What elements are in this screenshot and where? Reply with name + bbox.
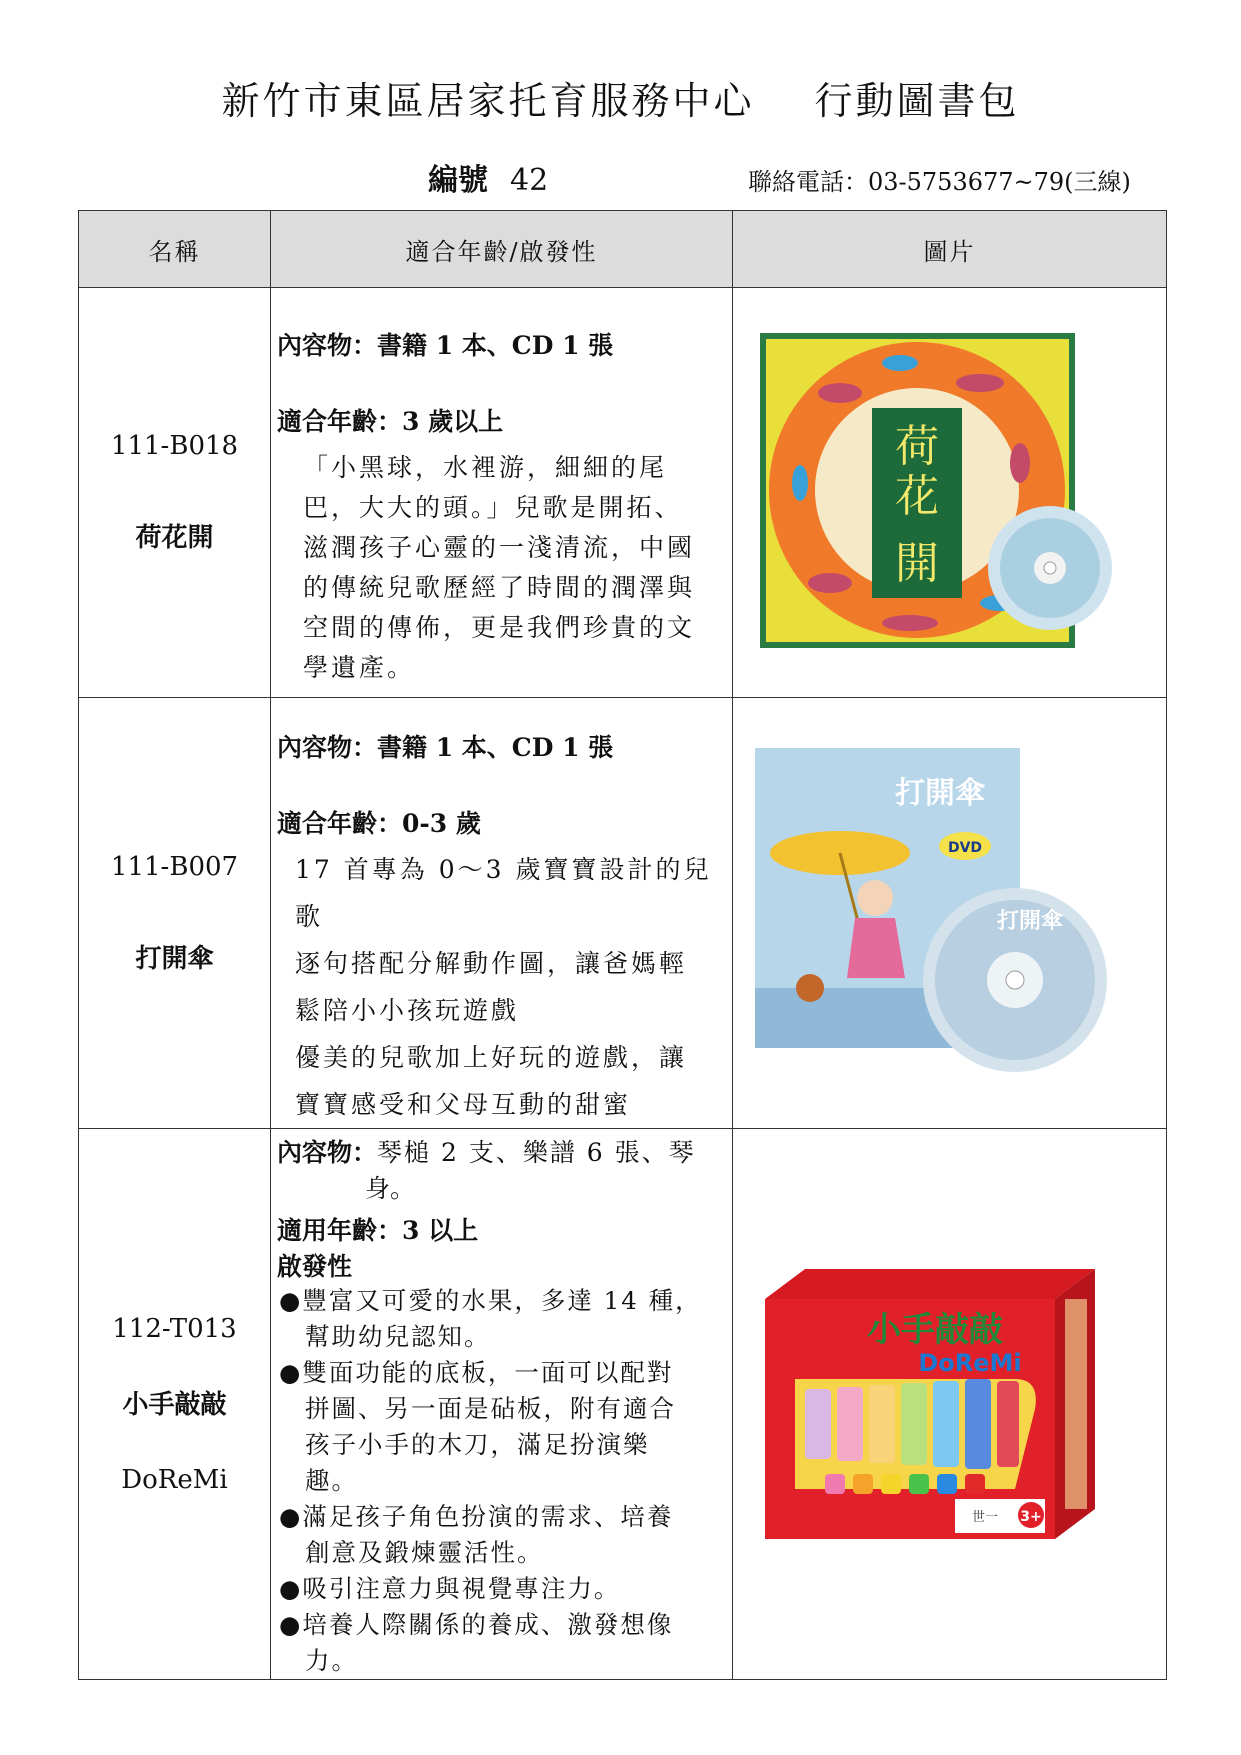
cover-title: 打開傘 — [894, 776, 985, 811]
list-item — [277, 1571, 728, 1607]
picture-cell — [733, 288, 1167, 698]
description-line: 鬆陪小小孩玩遊戲 — [295, 996, 520, 1025]
book-cover-image — [755, 748, 1145, 1078]
item-name: 打開傘 — [135, 943, 214, 974]
program-name: 行動圖書包 — [814, 79, 1020, 123]
cover-title-char: 開 — [894, 537, 939, 589]
item-code: 111-B018 — [110, 431, 239, 461]
list-item — [277, 1283, 728, 1355]
item-name: 荷花開 — [135, 523, 214, 553]
bullet-line: 幫助幼兒認知。 — [305, 1322, 491, 1351]
dvd-badge: DVD — [947, 840, 982, 856]
disc-title: 打開傘 — [996, 909, 1063, 934]
description-text — [303, 448, 728, 688]
header-name: 名稱 — [79, 211, 271, 288]
picture-cell — [733, 1129, 1167, 1680]
header-age: 適合年齡/啟發性 — [271, 211, 733, 288]
book-table — [78, 210, 1167, 1680]
item-name: 小手敲敲 — [122, 1389, 227, 1420]
bullet-line: 創意及鍛煉靈活性。 — [305, 1538, 544, 1567]
bullet-line: ●豐富又可愛的水果，多達 14 種， — [279, 1286, 702, 1315]
publisher-logo: 世一 — [971, 1510, 998, 1525]
description-cell — [271, 698, 733, 1129]
contents-value-cont: 身。 — [365, 1174, 416, 1203]
table-header-row — [79, 211, 1167, 288]
description-text — [295, 846, 728, 1128]
toy-subtitle: DoReMi — [917, 1349, 1022, 1377]
list-item — [277, 1355, 728, 1499]
description-line: 學遺產。 — [303, 653, 416, 682]
list-item — [277, 1499, 728, 1571]
description-line: 空間的傳佈，更是我們珍貴的文 — [303, 613, 696, 642]
contents-line: 內容物：書籍 1 本、CD 1 張 — [277, 331, 614, 360]
contents-label: 內容物： — [277, 1138, 378, 1167]
name-cell — [79, 698, 271, 1129]
contact-phone: 聯絡電話：03-5753677~79(三線) — [748, 168, 1131, 196]
age-line: 適合年齡：3 歲以上 — [277, 407, 504, 436]
description-cell — [271, 1129, 733, 1680]
bullet-line: ●培養人際關係的養成、激發想像 — [279, 1610, 674, 1639]
description-line: 的傳統兒歌歷經了時間的潤澤與 — [303, 573, 696, 602]
bullet-line: 力。 — [305, 1646, 358, 1675]
bullet-line: 趣。 — [305, 1466, 358, 1495]
table-row — [79, 698, 1167, 1129]
contents-value: 琴槌 2 支、樂譜 6 張、琴 — [377, 1138, 696, 1167]
bullet-line: ●雙面功能的底板，一面可以配對 — [279, 1358, 674, 1387]
header-picture: 圖片 — [733, 211, 1167, 288]
cover-title-char: 荷 — [894, 420, 939, 472]
item-code: 111-B007 — [110, 851, 239, 882]
contents-line — [277, 1133, 728, 1169]
age-badge: 3+ — [1019, 1509, 1042, 1525]
toy-title: 小手敲敲 — [866, 1310, 1003, 1350]
description-line: 逐句搭配分解動作圖，讓爸媽輕 — [295, 949, 688, 978]
description-line: 優美的兒歌加上好玩的遊戲，讓 — [295, 1043, 688, 1072]
description-line: 「小黑球，水裡游，細細的尾 — [303, 453, 668, 482]
bullet-line: 拼圖、另一面是砧板，附有適合 — [305, 1394, 676, 1423]
description-line: 巴，大大的頭。」兒歌是開拓、 — [303, 493, 683, 522]
bullet-line: ●吸引注意力與視覺專注力。 — [279, 1574, 621, 1603]
serial-number: 42 — [510, 163, 549, 198]
cover-title-char: 花 — [894, 470, 939, 522]
bullet-list — [277, 1283, 728, 1679]
book-cover-image — [760, 333, 1140, 653]
serial-label: 編號 — [428, 163, 488, 198]
inspiration-label: 啟發性 — [277, 1252, 353, 1281]
toy-box-image — [765, 1259, 1135, 1549]
description-line: 寶寶感受和父母互動的甜蜜 — [295, 1090, 632, 1119]
page-title — [0, 70, 1241, 125]
table-row — [79, 1129, 1167, 1680]
name-cell — [79, 1129, 271, 1680]
serial-line — [428, 155, 548, 199]
table-row — [79, 288, 1167, 698]
name-cell — [79, 288, 271, 698]
picture-cell — [733, 698, 1167, 1129]
list-item — [277, 1607, 728, 1679]
description-cell — [271, 288, 733, 698]
bullet-line: ●滿足孩子角色扮演的需求、培養 — [279, 1502, 674, 1531]
item-name-line2: DoReMi — [121, 1464, 228, 1495]
age-line: 適用年齡：3 以上 — [277, 1216, 479, 1245]
item-code: 112-T013 — [112, 1313, 237, 1344]
description-line: 滋潤孩子心靈的一淺清流，中國 — [303, 533, 696, 562]
bullet-line: 孩子小手的木刀，滿足扮演樂 — [305, 1430, 650, 1459]
description-line: 17 首專為 0～3 歲寶寶設計的兒歌 — [295, 855, 712, 931]
age-line: 適合年齡：0-3 歲 — [277, 809, 481, 838]
contents-line: 內容物：書籍 1 本、CD 1 張 — [277, 733, 614, 762]
center-name: 新竹市東區居家托育服務中心 — [221, 79, 755, 123]
